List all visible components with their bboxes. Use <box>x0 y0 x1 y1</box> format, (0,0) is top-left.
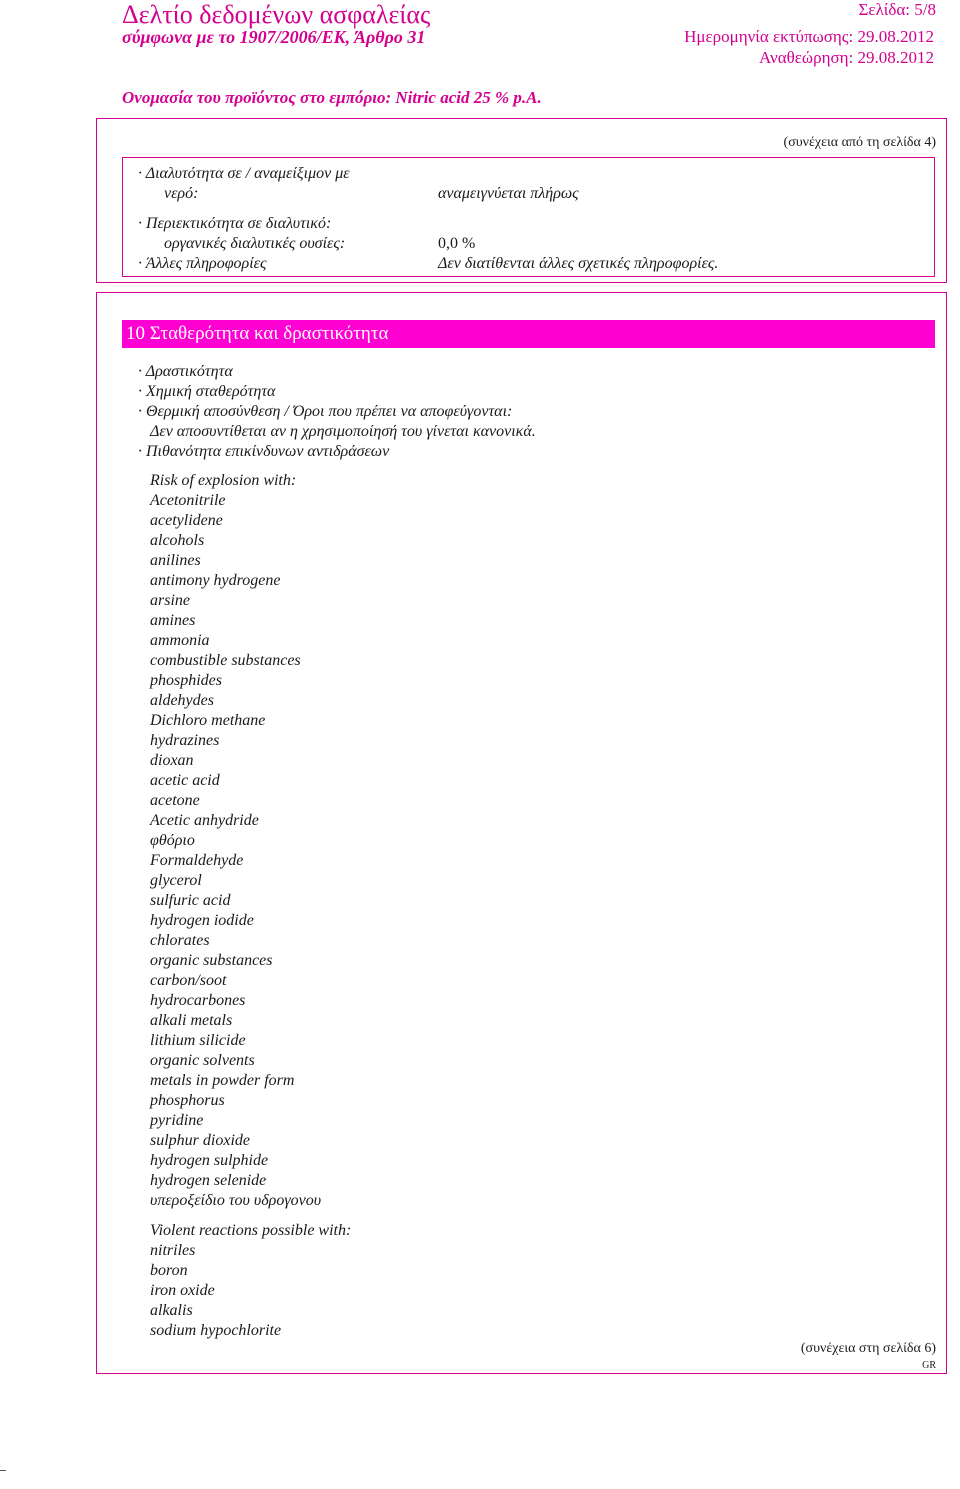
list-item: anilines <box>150 552 201 569</box>
explosion-risk-list <box>150 491 321 1211</box>
list-item: aldehydes <box>150 692 214 709</box>
list-item: chlorates <box>150 932 210 949</box>
list-item: boron <box>150 1262 188 1279</box>
list-item: alcohols <box>150 532 205 549</box>
print-date: Ημερομηνία εκτύπωσης: 29.08.2012 <box>684 27 934 46</box>
list-item: Acetic anhydride <box>150 812 259 829</box>
list-item: arsine <box>150 592 190 609</box>
list-item: ammonia <box>150 632 210 649</box>
chemical-stability-label: · Χημική σταθερότητα <box>138 383 276 400</box>
list-item: Dichloro methane <box>150 712 266 729</box>
thermal-decomposition-label: · Θερμική αποσύνθεση / Όροι που πρέπει να αποφεύγονται: <box>138 403 513 420</box>
list-item: lithium silicide <box>150 1032 246 1049</box>
list-item: hydrocarbones <box>150 992 246 1009</box>
list-item: acetone <box>150 792 200 809</box>
page-number: Σελίδα: 5/8 <box>858 0 936 19</box>
list-item: organic solvents <box>150 1052 255 1069</box>
list-item: hydrazines <box>150 732 220 749</box>
list-item: acetylidene <box>150 512 223 529</box>
list-item: hydrogen selenide <box>150 1172 267 1189</box>
list-item: amines <box>150 612 196 629</box>
list-item: antimony hydrogene <box>150 572 281 589</box>
list-item: hydrogen sulphide <box>150 1152 269 1169</box>
other-info-value: Δεν διατίθενται άλλες σχετικές πληροφορίες. <box>438 255 719 272</box>
list-item: alkalis <box>150 1302 193 1319</box>
list-item: sulphur dioxide <box>150 1132 250 1149</box>
violent-reactions-intro: Violent reactions possible with: <box>150 1222 352 1239</box>
list-item: υπεροξείδιο του υδρογονου <box>150 1192 322 1209</box>
list-item: pyridine <box>150 1112 204 1129</box>
list-item: iron oxide <box>150 1282 215 1299</box>
revision-date: Αναθεώρηση: 29.08.2012 <box>759 48 934 67</box>
solubility-label: · Διαλυτότητα σε / αναμείξιμον με <box>138 165 350 182</box>
thermal-decomposition-text: Δεν αποσυντίθεται αν η χρησιμοποίησή του γίνεται κανονικά. <box>150 423 536 440</box>
solvent-content-label: · Περιεκτικότητα σε διαλυτικό: <box>138 215 332 232</box>
continued-to-note: (συνέχεια στη σελίδα 6) <box>800 1341 936 1356</box>
list-item: carbon/soot <box>150 972 227 989</box>
list-item: hydrogen iodide <box>150 912 254 929</box>
page-edge-mark <box>0 1470 6 1471</box>
organic-solvents-label: οργανικές διαλυτικές ουσίες: <box>164 235 346 252</box>
list-item: phosphides <box>150 672 222 689</box>
list-item: combustible substances <box>150 652 301 669</box>
list-item: φθόριο <box>150 832 195 849</box>
violent-reactions-list <box>150 1241 281 1341</box>
product-name: Ονομασία του προϊόντος στο εμπόριο: Nitric acid 25 % p.A. <box>122 88 542 107</box>
other-info-label: · Άλλες πληροφορίες <box>138 255 267 272</box>
list-item: nitriles <box>150 1242 196 1259</box>
list-item: acetic acid <box>150 772 220 789</box>
document-subtitle: σύμφωνα με το 1907/2006/ΕΚ, Άρθρο 31 <box>122 27 426 47</box>
list-item: metals in powder form <box>150 1072 295 1089</box>
solubility-value: αναμειγνύεται πλήρως <box>438 185 579 202</box>
section-10-heading: 10 Σταθερότητα και δραστικότητα <box>122 320 935 348</box>
reactivity-label: · Δραστικότητα <box>138 363 233 380</box>
list-item: sodium hypochlorite <box>150 1322 282 1339</box>
hazardous-reactions-label: · Πιθανότητα επικίνδυνων αντιδράσεων <box>138 443 390 460</box>
list-item: phosphorus <box>150 1092 225 1109</box>
organic-solvents-value: 0,0 % <box>438 235 476 252</box>
list-item: dioxan <box>150 752 194 769</box>
continued-from-note: (συνέχεια από τη σελίδα 4) <box>783 135 936 150</box>
list-item: alkali metals <box>150 1012 233 1029</box>
document-title: Δελτίο δεδομένων ασφαλείας <box>122 0 431 29</box>
list-item: Acetonitrile <box>150 492 226 509</box>
list-item: glycerol <box>150 872 202 889</box>
list-item: Formaldehyde <box>150 852 244 869</box>
explosion-risk-intro: Risk of explosion with: <box>150 472 297 489</box>
solubility-label-cont: νερό: <box>164 185 199 202</box>
list-item: sulfuric acid <box>150 892 231 909</box>
country-code: GR <box>922 1360 936 1371</box>
list-item: organic substances <box>150 952 273 969</box>
